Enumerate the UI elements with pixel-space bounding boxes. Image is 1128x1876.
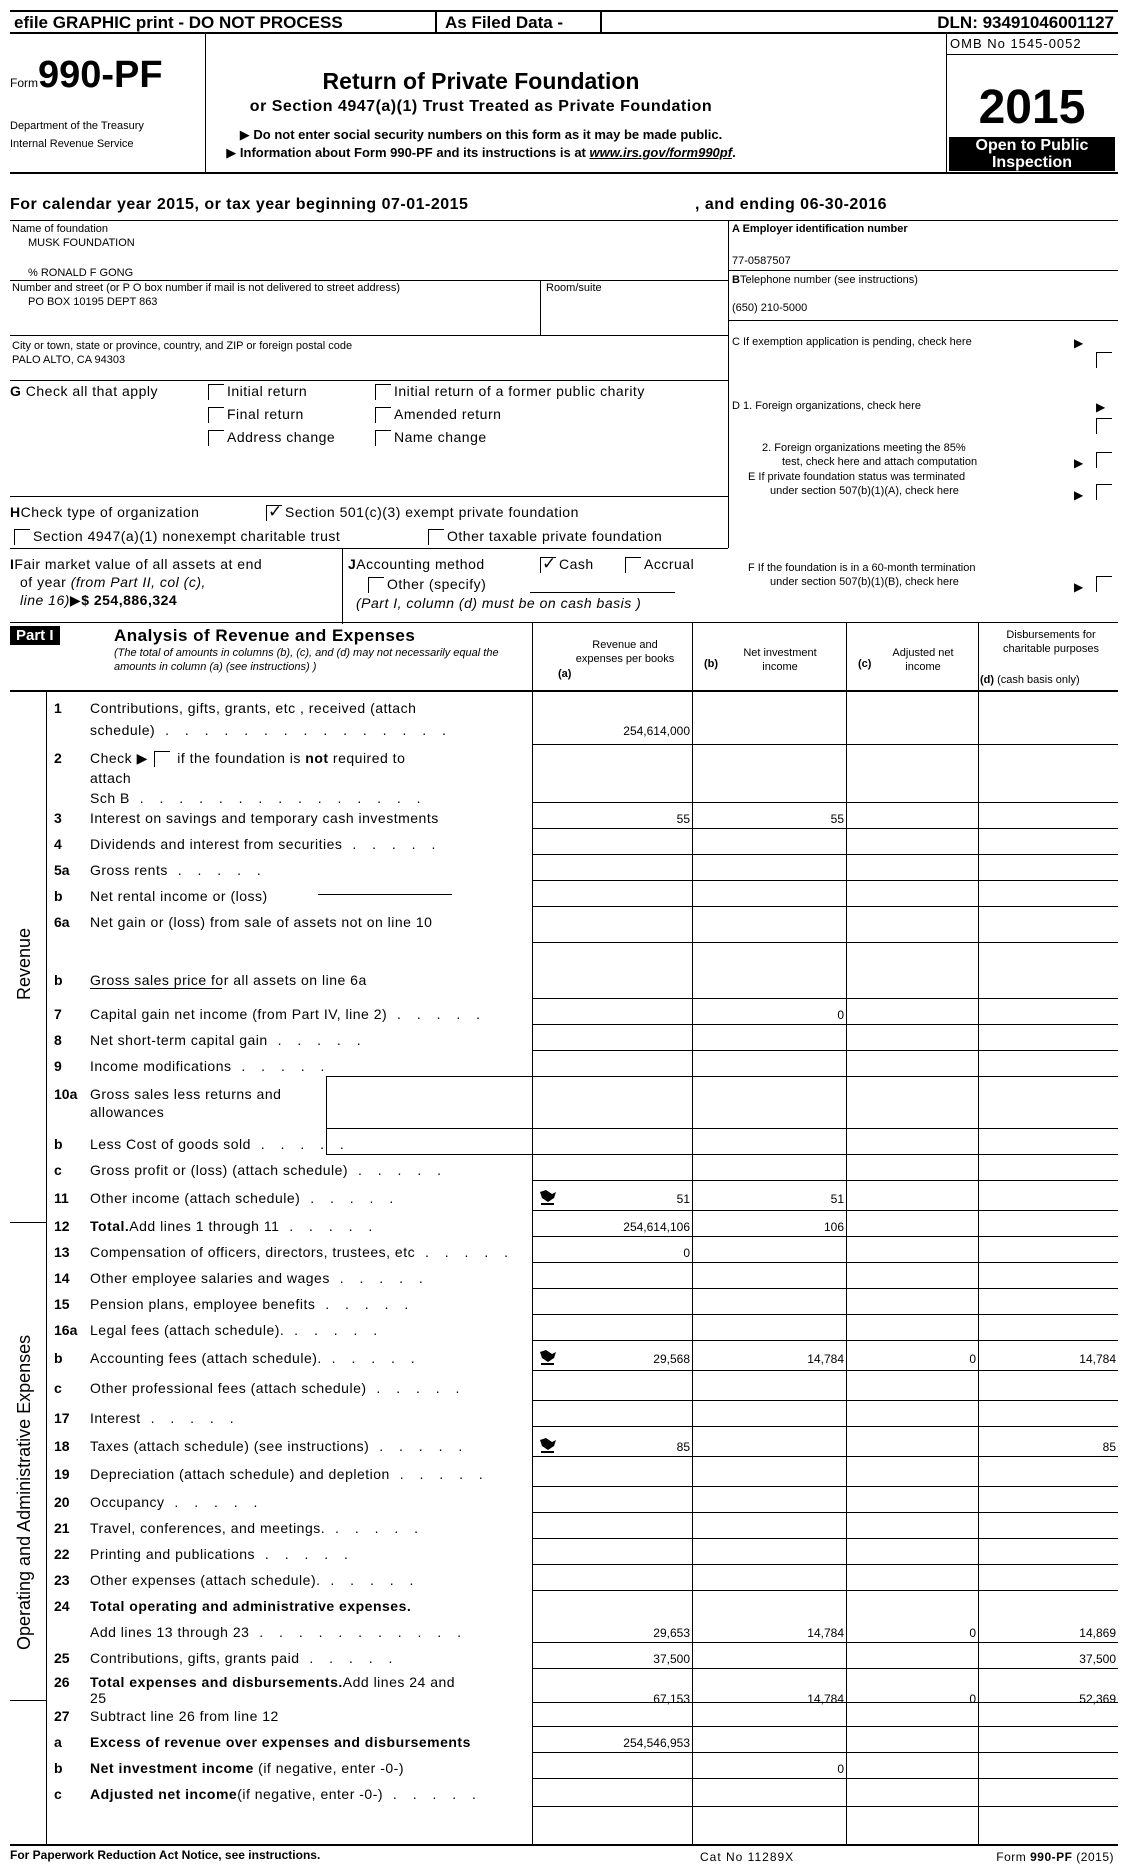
d2-checkbox[interactable] — [1096, 452, 1112, 468]
omb-number: OMB No 1545-0052 — [950, 36, 1082, 51]
line-description: Printing and publications . . . . . — [90, 1546, 354, 1562]
line-number: 25 — [54, 1650, 70, 1666]
value-col-b: 14,784 — [807, 1626, 844, 1640]
paperwork-notice: For Paperwork Reduction Act Notice, see instructions. — [10, 1848, 321, 1862]
value-col-a: 55 — [676, 812, 690, 826]
side-label-revenue: Revenue — [14, 927, 34, 1000]
c-exemption-label: C If exemption application is pending, check here — [732, 336, 972, 348]
ssn-notice: ▶ Do not enter social security numbers on this form as it may be made public. — [239, 127, 723, 142]
line-description: Accounting fees (attach schedule). . . . . . — [90, 1350, 421, 1366]
col-b-letter: (b) — [704, 658, 719, 670]
line-description: Interest on savings and temporary cash investments — [90, 810, 439, 826]
h-4947-option[interactable]: Section 4947(a)(1) nonexempt charitable trust — [14, 528, 340, 545]
line-number: 12 — [54, 1218, 70, 1234]
value-col-a: 29,653 — [653, 1626, 690, 1640]
form-page — [10, 10, 1118, 1866]
col-b-header: Net investment income — [743, 647, 817, 673]
f-label-2: under section 507(b)(1)(B), check here — [770, 576, 959, 588]
col-c-letter: (c) — [858, 658, 872, 670]
value-col-d: 37,500 — [1079, 1652, 1116, 1666]
i-fmv-value: line 16)▶$ 254,886,324 — [20, 592, 178, 608]
line-number: 6a — [54, 914, 70, 930]
line-description: Other employee salaries and wages . . . . . — [90, 1270, 429, 1286]
line-description: Net short-term capital gain . . . . . — [90, 1032, 367, 1048]
line-number: 8 — [54, 1032, 62, 1048]
attachment-icon[interactable] — [538, 1436, 558, 1452]
value-col-a: 85 — [676, 1440, 690, 1454]
initial-return-checkbox[interactable] — [208, 384, 224, 400]
line-description-cont: allowances — [90, 1104, 165, 1120]
line-description: Check ▶ if the foundation is not required to — [90, 750, 406, 766]
e-checkbox[interactable] — [1096, 484, 1112, 500]
line-number: 9 — [54, 1058, 62, 1074]
line-number: 10a — [54, 1086, 78, 1102]
line-number: 3 — [54, 810, 62, 826]
final-return-checkbox[interactable] — [208, 407, 224, 423]
e-label-2: under section 507(b)(1)(A), check here — [770, 485, 959, 497]
form-subtitle: or Section 4947(a)(1) Trust Treated as Private Foundation — [249, 98, 713, 115]
f-checkbox[interactable] — [1096, 576, 1112, 592]
line-number: b — [54, 888, 63, 904]
j-accrual-checkbox[interactable] — [625, 557, 641, 573]
line-number: c — [54, 1786, 62, 1802]
line-number: b — [54, 1760, 63, 1776]
line-description: Travel, conferences, and meetings. . . . . . — [90, 1520, 425, 1536]
line-number: 4 — [54, 836, 62, 852]
street-label: Number and street (or P O box number if mail is not delivered to street address) — [12, 282, 401, 294]
j-cash-checkbox[interactable] — [540, 557, 556, 573]
line-description-cont: 25 — [90, 1690, 107, 1706]
value-col-c: 0 — [969, 1692, 976, 1706]
phone: (650) 210-5000 — [732, 302, 808, 314]
value-col-a: 37,500 — [653, 1652, 690, 1666]
j-other-option[interactable]: Other (specify) — [368, 576, 486, 593]
line-number: 5a — [54, 862, 70, 878]
irs-link[interactable]: www.irs.gov/form990pf — [589, 145, 733, 160]
line-description: Compensation of officers, directors, trustees, etc . . . . . — [90, 1244, 515, 1260]
line-number: 20 — [54, 1494, 70, 1510]
form-title: Return of Private Foundation — [322, 68, 640, 94]
value-col-c: 0 — [969, 1352, 976, 1366]
form-number: Form990-PF — [10, 54, 163, 96]
line-number: a — [54, 1734, 62, 1750]
value-col-a: 51 — [676, 1192, 690, 1206]
line-description: Net gain or (loss) from sale of assets not on line 10 — [90, 914, 433, 930]
line-description: Legal fees (attach schedule). . . . . . — [90, 1322, 384, 1338]
initial-return-option[interactable]: Initial return — [208, 383, 307, 400]
city-label: City or town, state or province, country, and ZIP or foreign postal code — [12, 340, 353, 352]
j-other-field[interactable] — [530, 592, 675, 593]
h-other-option[interactable]: Other taxable private foundation — [428, 528, 662, 545]
line-number: b — [54, 972, 63, 988]
line-description: Occupancy . . . . . — [90, 1494, 264, 1510]
line-description: Other income (attach schedule) . . . . . — [90, 1190, 400, 1206]
initial-former-option[interactable]: Initial return of a former public charity — [375, 383, 645, 400]
i-line2: of year (from Part II, col (c), — [20, 574, 206, 590]
value-col-d: 14,869 — [1079, 1626, 1116, 1640]
line-description: Other professional fees (attach schedule) . . . . . — [90, 1380, 466, 1396]
d1-label: D 1. Foreign organizations, check here — [732, 400, 921, 412]
value-col-d: 85 — [1102, 1440, 1116, 1454]
value-col-b: 51 — [830, 1192, 844, 1206]
amended-return-option[interactable]: Amended return — [375, 406, 501, 423]
side-label-expenses: Operating and Administrative Expenses — [14, 1334, 34, 1650]
address-change-option[interactable]: Address change — [208, 429, 335, 446]
value-col-a: 254,614,106 — [623, 1220, 690, 1234]
value-col-d: 14,784 — [1079, 1352, 1116, 1366]
line-number: 13 — [54, 1244, 70, 1260]
department: Department of the Treasury — [10, 120, 144, 132]
line-number: b — [54, 1350, 63, 1366]
efile-banner: efile GRAPHIC print - DO NOT PROCESS — [14, 13, 343, 32]
tax-year-end: , and ending 06-30-2016 — [695, 196, 888, 213]
line-description: Income modifications . . . . . — [90, 1058, 331, 1074]
open-to-public-badge: Open to Public Inspection — [949, 137, 1115, 171]
attachment-icon[interactable] — [538, 1348, 558, 1364]
line-number: 24 — [54, 1598, 70, 1614]
line-description: Contributions, gifts, grants, etc , received (attach — [90, 700, 417, 716]
line-description: Total expenses and disbursements.Add lines 24 and — [90, 1674, 456, 1690]
cat-number: Cat No 11289X — [700, 1850, 795, 1864]
h-other-checkbox[interactable] — [428, 529, 444, 545]
line-description: Less Cost of goods sold . . . . . — [90, 1136, 350, 1152]
part-1-title: Analysis of Revenue and Expenses — [114, 626, 416, 645]
line-description-cont: Add lines 13 through 23 . . . . . . . . . . . — [90, 1624, 467, 1640]
foundation-name: MUSK FOUNDATION — [28, 237, 135, 249]
line-description: Capital gain net income (from Part IV, line 2) . . . . . — [90, 1006, 487, 1022]
line-number: 1 — [54, 700, 62, 716]
city: PALO ALTO, CA 94303 — [12, 354, 126, 366]
line-number: b — [54, 1136, 63, 1152]
address-change-checkbox[interactable] — [208, 430, 224, 446]
h-501c3-checkbox[interactable] — [266, 505, 282, 521]
value-col-c: 0 — [969, 1626, 976, 1640]
line-number: 11 — [54, 1190, 69, 1206]
arrow-icon: ▶ — [1074, 456, 1084, 470]
value-col-a: 29,568 — [653, 1352, 690, 1366]
value-col-b: 106 — [823, 1220, 844, 1234]
value-col-b: 0 — [837, 1762, 844, 1776]
line-description: Excess of revenue over expenses and disbursements — [90, 1734, 471, 1750]
value-col-b: 0 — [837, 1008, 844, 1022]
c-exemption-checkbox[interactable] — [1096, 352, 1112, 368]
line-description: Taxes (attach schedule) (see instructions) . . . . . — [90, 1438, 469, 1454]
line-number: 15 — [54, 1296, 70, 1312]
col-a-header: Revenue and expenses per books — [575, 639, 675, 665]
d2-label-1: 2. Foreign organizations meeting the 85% — [762, 442, 966, 454]
line-number: c — [54, 1162, 62, 1178]
part-1-note: (The total of amounts in columns (b), (c), and (d) may not necessarily equal the amounts in column (a) (see instructions) ) — [114, 647, 499, 673]
line-number: 16a — [54, 1322, 78, 1338]
line-number: c — [54, 1380, 62, 1396]
name-change-checkbox[interactable] — [375, 430, 391, 446]
sch-b-checkbox[interactable] — [154, 751, 170, 767]
irs: Internal Revenue Service — [10, 138, 134, 150]
value-col-b: 14,784 — [807, 1352, 844, 1366]
arrow-icon: ▶ — [1074, 580, 1084, 594]
line-description: Gross sales less returns and — [90, 1086, 282, 1102]
j-other-checkbox[interactable] — [368, 577, 384, 593]
ein-label: A Employer identification number — [732, 223, 908, 235]
value-col-a: 254,546,953 — [623, 1736, 690, 1750]
line-description: Gross profit or (loss) (attach schedule) . . . . . — [90, 1162, 447, 1178]
line-number: 23 — [54, 1572, 70, 1588]
e-label-1: E If private foundation status was terminated — [748, 471, 966, 483]
j-note: (Part I, column (d) must be on cash basis ) — [356, 595, 642, 611]
value-col-a: 254,614,000 — [623, 724, 690, 738]
phone-label: BTelephone number (see instructions) — [732, 274, 918, 286]
g-label: G Check all that apply — [10, 383, 158, 399]
info-notice: ▶ Information about Form 990-PF and its instructions is at www.irs.gov/form990pf. — [226, 145, 736, 160]
value-col-b: 55 — [830, 812, 844, 826]
name-change-option[interactable]: Name change — [375, 429, 487, 446]
value-col-d: 52,369 — [1079, 1692, 1116, 1706]
amended-return-checkbox[interactable] — [375, 407, 391, 423]
line-number: 19 — [54, 1466, 70, 1482]
tax-year: 2015 — [978, 81, 1086, 134]
street: PO BOX 10195 DEPT 863 — [28, 296, 158, 308]
j-accrual-option[interactable]: Accrual — [625, 556, 694, 573]
final-return-option[interactable]: Final return — [208, 406, 304, 423]
arrow-icon: ▶ — [1096, 400, 1106, 414]
line-description: Depreciation (attach schedule) and depletion . . . . . — [90, 1466, 489, 1482]
footer-form: Form 990-PF (2015) — [996, 1850, 1114, 1864]
line-description: Net rental income or (loss) — [90, 888, 268, 904]
line-number: 7 — [54, 1006, 62, 1022]
line-description: Pension plans, employee benefits . . . . . — [90, 1296, 415, 1312]
line-description: Total.Add lines 1 through 11 . . . . . — [90, 1218, 379, 1234]
line-number: 21 — [54, 1520, 70, 1536]
col-c-header: Adjusted net income — [892, 647, 954, 673]
h-501c3-option[interactable]: ✓ Section 501(c)(3) exempt private foundation — [266, 504, 579, 521]
j-label: JAccounting method — [348, 556, 485, 572]
as-filed-banner: As Filed Data - — [445, 13, 564, 32]
line-number: 26 — [54, 1674, 70, 1690]
line-description: Adjusted net income(if negative, enter -0-) . . . . . — [90, 1786, 482, 1802]
d1-checkbox[interactable] — [1096, 418, 1112, 434]
value-col-a: 0 — [683, 1246, 690, 1260]
arrow-icon: ▶ — [1074, 488, 1084, 502]
ein: 77-0587507 — [732, 255, 791, 267]
line-description: Interest . . . . . — [90, 1410, 240, 1426]
line-number: 22 — [54, 1546, 70, 1562]
h-4947-checkbox[interactable] — [14, 529, 30, 545]
room-label: Room/suite — [546, 282, 602, 294]
initial-former-checkbox[interactable] — [375, 384, 391, 400]
line-number: 14 — [54, 1270, 70, 1286]
j-cash-option[interactable]: ✓ Cash — [540, 556, 594, 573]
col-a-letter: (a) — [558, 668, 572, 680]
part-1-tag: Part I — [10, 626, 60, 645]
tax-year-begin: For calendar year 2015, or tax year beginning 07-01-2015 — [10, 196, 469, 213]
line-description: Gross sales price for all assets on line 6a — [90, 972, 367, 988]
name-label: Name of foundation — [12, 223, 109, 235]
line-description: Gross rents . . . . . — [90, 862, 267, 878]
line-number: 18 — [54, 1438, 70, 1454]
h-label: HCheck type of organization — [10, 504, 200, 520]
line-description: Subtract line 26 from line 12 — [90, 1708, 279, 1724]
attachment-icon[interactable] — [538, 1188, 558, 1204]
line-description-cont: schedule) . . . . . . . . . . . . . . . — [90, 722, 452, 738]
line-number: 2 — [54, 750, 62, 766]
value-col-a: 67,153 — [653, 1692, 690, 1706]
i-line1: IFair market value of all assets at end — [10, 556, 263, 572]
line-number: 27 — [54, 1708, 70, 1724]
col-d-subheader: (d) (cash basis only) — [980, 674, 1080, 686]
d2-label-2: test, check here and attach computation — [782, 456, 978, 468]
line-description: Net investment income (if negative, enter -0-) — [90, 1760, 404, 1776]
value-col-b: 14,784 — [807, 1692, 844, 1706]
col-d-header: Disbursements for charitable purposes — [1002, 629, 1099, 655]
line-number: 17 — [54, 1410, 70, 1426]
line-description-cont: attach — [90, 770, 132, 786]
line-description-cont: Sch B . . . . . . . . . . . . . . . — [90, 790, 427, 806]
arrow-icon: ▶ — [1074, 336, 1084, 350]
line-description: Total operating and administrative expenses. — [90, 1598, 412, 1614]
line-description: Contributions, gifts, grants paid . . . . . — [90, 1650, 399, 1666]
line-description: Other expenses (attach schedule). . . . . . — [90, 1572, 420, 1588]
dln: DLN: 93491046001127 — [937, 13, 1114, 32]
f-label-1: F If the foundation is in a 60-month termination — [748, 562, 976, 574]
line-description: Dividends and interest from securities . . . . . — [90, 836, 442, 852]
care-of: % RONALD F GONG — [28, 267, 134, 279]
